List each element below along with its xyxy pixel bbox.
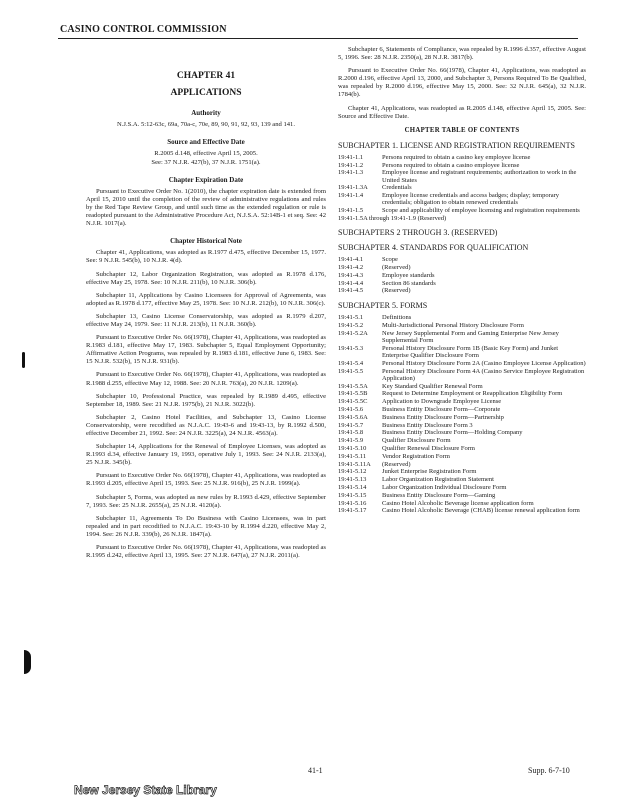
library-stamp-text: New Jersey State Library bbox=[74, 783, 217, 797]
source-text-2: See: 37 N.J.R. 427(b), 37 N.J.R. 1751(a). bbox=[151, 158, 261, 166]
section-title: Scope and applicability of employee licensing and registration requirements bbox=[382, 207, 580, 215]
section-title: (Reserved) bbox=[382, 460, 411, 468]
section-number: 19:41-1.3 bbox=[338, 169, 364, 177]
section-title: Definitions bbox=[382, 314, 412, 322]
section-number: 19:41-5.3 bbox=[338, 344, 364, 352]
section-number: 19:41-5.10 bbox=[338, 444, 367, 452]
subchapter-heading: SUBCHAPTER 4. STANDARDS FOR QUALIFICATION bbox=[338, 243, 529, 253]
section-title: Persons required to obtain a casino key employee license bbox=[382, 153, 531, 161]
page-number: 41-1 bbox=[308, 766, 323, 775]
section-number: 19:41-1.1 bbox=[338, 153, 364, 161]
history-paragraph: Subchapter 14, Applications for the Renewal of Employee Licenses, was adopted as R.1993 d.34, effective January 19, 1993, operative July 1, 1993. See: 24 N.J.R. 2133(a), 25 N.J.R. 345(b). bbox=[86, 443, 326, 467]
section-number: 19:41-5.17 bbox=[338, 507, 367, 515]
section-number: 19:41-5.5C bbox=[338, 398, 368, 406]
section-title: Key Standard Qualifier Renewal Form bbox=[382, 382, 483, 390]
section-number: 19:41-5.8 bbox=[338, 429, 364, 437]
subchapter-heading: SUBCHAPTER 1. LICENSE AND REGISTRATION REQUIREMENTS bbox=[338, 140, 575, 150]
section-title: Casino Hotel Alcoholic Beverage license application form bbox=[382, 499, 534, 507]
history-paragraph: Pursuant to Executive Order No. 66(1978), Chapter 41, Applications, was readopted as R.1983 d.181, effective May 17, 1983. Subchapter 5, Equal Employment Opportunity; Affirmative Action Programs, was repealed by R.1983 d.181, effective June 6, 1983. See: 15 N.J.R. 532(b), 15 N.J.R. 931(b). bbox=[86, 334, 326, 366]
section-number: 19:41-5.5 bbox=[338, 367, 364, 375]
authority-text: N.J.S.A. 5:12-63c, 69a, 70a-c, 70e, 89, 90, 91, 92, 93, 139 and 141. bbox=[116, 121, 295, 129]
section-number: 19:41-5.11 bbox=[338, 452, 367, 460]
section-number: 19:41-5.2 bbox=[338, 322, 364, 330]
section-title: Personal History Disclosure Form 4A (Casino Service Employee Registration Application) bbox=[382, 367, 585, 382]
section-number: 19:41-4.4 bbox=[338, 279, 364, 287]
toc-list bbox=[338, 314, 586, 515]
toc-title: CHAPTER TABLE OF CONTENTS bbox=[404, 126, 520, 134]
section-title: Employee license credentials and access badges; display; temporary credentials; obligation to obtain renewed credentials bbox=[382, 192, 560, 207]
history-paragraph: Pursuant to Executive Order No. 66(1978), Chapter 41, Applications, was readopted as R.1993 d.205, effective April 15, 1993. See: 25 N.J.R. 916(b), 25 N.J.R. 1999(a). bbox=[86, 472, 326, 488]
history-paragraph: Chapter 41, Applications, was adopted as R.1977 d.475, effective December 15, 1977. See: 9 N.J.R. 545(b), 10 N.J.R. 4(d). bbox=[86, 249, 326, 265]
section-title: (Reserved) bbox=[382, 287, 411, 295]
right-column bbox=[338, 46, 586, 515]
toc-list bbox=[338, 154, 586, 215]
section-number: 19:41-5.6 bbox=[338, 406, 364, 413]
toc-list bbox=[338, 256, 586, 295]
section-title: Persons required to obtain a casino employee license bbox=[382, 161, 520, 169]
history-paragraph: Subchapter 11, Applications by Casino Licensees for Approval of Agreements, was adopted as R.1978 d.177, effective May 25, 1978. See: 10 N.J.R. 212(b), 10 N.J.R. 306(c). bbox=[86, 291, 326, 307]
section-number: 19:41-5.7 bbox=[338, 421, 364, 429]
section-title: Junket Enterprise Registration Form bbox=[382, 468, 477, 476]
history-paragraph: Subchapter 2, Casino Hotel Facilities, and Subchapter 13, Casino License Conservatorship, were recodified as N.J.A.C. 19:43-6 and 19:43-13, by R.1992 d.500, effective December 21, 1992. See: 24 N.J.R. 3225(a), 24 N.J.R. 4563(a). bbox=[86, 413, 326, 437]
section-title: Business Entity Disclosure Form—Gaming bbox=[382, 491, 496, 499]
chapter-title: APPLICATIONS bbox=[170, 88, 242, 99]
section-title: Personal History Disclosure Form 2A (Casino Employee License Application) bbox=[382, 359, 586, 367]
section-number: 19:41-5.13 bbox=[338, 476, 367, 484]
section-title: Qualifier Renewal Disclosure Form bbox=[382, 444, 475, 452]
subchapter-heading: SUBCHAPTER 5. FORMS bbox=[338, 301, 428, 311]
supplement-date: Supp. 6-7-10 bbox=[528, 766, 570, 775]
section-number: 19:41-5.1 bbox=[338, 314, 364, 322]
section-number: 19:41-5.15 bbox=[338, 491, 367, 499]
section-title: Employee standards bbox=[382, 271, 435, 279]
history-paragraph: Pursuant to Executive Order No. 66(1978), Chapter 41, Applications, was readopted as R.1995 d.242, effective April 13, 1995. See: 27 N.J.R. 647(a), 27 N.J.R. 2011(a). bbox=[86, 544, 326, 560]
history-paragraph: Subchapter 13, Casino License Conservatorship, was adopted as R.1979 d.207, effective May 24, 1979. See: 11 N.J.R. 213(b), 11 N.J.R. 360(b). bbox=[86, 312, 326, 328]
section-number: 19:41-5.2A bbox=[338, 329, 368, 337]
section-title: Request to Determine Employment or Reapplication Eligibility Form bbox=[382, 390, 563, 398]
section-title: Vendor Registration Form bbox=[382, 452, 450, 460]
section-title: Personal History Disclosure Form 1B (Basic Key Form) and Junket Enterprise Qualifier Disclosure Form bbox=[382, 344, 559, 360]
expiration-heading: Chapter Expiration Date bbox=[168, 175, 244, 184]
history-heading: Chapter Historical Note bbox=[170, 237, 242, 246]
section-title: Labor Organization Individual Disclosure Form bbox=[382, 483, 507, 491]
section-number: 19:41-1.4 bbox=[338, 192, 364, 200]
library-stamp bbox=[74, 782, 244, 798]
section-title: Scope bbox=[382, 256, 398, 264]
history-paragraph: Pursuant to Executive Order No. 66(1978), Chapter 41, Applications, was readopted as R.1988 d.255, effective May 12, 1988. See: 20 N.J.R. 763(a), 20 N.J.R. 1209(a). bbox=[86, 371, 326, 387]
section-number: 19:41-5.9 bbox=[338, 437, 364, 445]
history-paragraph: Subchapter 5, Forms, was adopted as new rules by R.1993 d.429, effective September 7, 1993. See: 25 N.J.R. 2655(a), 25 N.J.R. 4120(a). bbox=[86, 493, 326, 509]
running-header: CASINO CONTROL COMMISSION bbox=[60, 24, 227, 35]
history-paragraph: Pursuant to Executive Order No. 66(1978), Chapter 41, Applications, was readopted as R.2000 d.196, effective April 13, 2000, and Subchapter 3, Persons Required To Be Qualified, was repealed by R.2000 d.196, effective May 15, 2000. See: 32 N.J.R. 645(a), 32 N.J.R. 1784(b). bbox=[338, 67, 586, 99]
left-column bbox=[86, 46, 326, 565]
section-title: Employee license and registrant requirements; authorization to work in the United States bbox=[382, 169, 577, 184]
section-title: Section 86 standards bbox=[382, 279, 436, 287]
section-number: 19:41-5.4 bbox=[338, 359, 364, 367]
section-title: Multi-Jurisdictional Personal History Disclosure Form bbox=[382, 322, 524, 330]
section-number: 19:41-5.11A bbox=[338, 460, 371, 468]
section-number: 19:41-5.6A bbox=[338, 413, 368, 421]
section-number: 19:41-5.5A bbox=[338, 382, 368, 390]
history-paragraph: Subchapter 11, Agreements To Do Business with Casino Licensees, was in part repealed and in part recodified to N.J.A.C. 19:43-10 by R.1994 d.220, effective May 2, 1994. See: 26 N.J.R. 339(b), 26 N.J.R. 1847(a). bbox=[86, 514, 326, 538]
section-number: 19:41-1.3A bbox=[338, 184, 368, 192]
section-number: 19:41-4.2 bbox=[338, 264, 364, 272]
section-title: Business Entity Disclosure Form—Corporate bbox=[382, 406, 501, 413]
authority-heading: Authority bbox=[191, 109, 221, 118]
section-title: Labor Organization Registration Statement bbox=[382, 476, 494, 484]
history-paragraph: Subchapter 6, Statements of Compliance, was repealed by R.1996 d.357, effective August 5, 1996. See: 28 N.J.R. 2350(a), 28 N.J.R. 3817(b). bbox=[338, 46, 586, 62]
section-title: Business Entity Disclosure Form—Partnership bbox=[382, 413, 504, 421]
history-paragraph: Subchapter 12, Labor Organization Registration, was adopted as R.1978 d.176, effective May 25, 1978. See: 10 N.J.R. 211(b), 10 N.J.R. 306(b). bbox=[86, 270, 326, 286]
section-number: 19:41-5.14 bbox=[338, 483, 367, 491]
section-number: 19:41-5.12 bbox=[338, 468, 367, 476]
section-title: Application to Downgrade Employee License bbox=[382, 398, 502, 406]
reserved-range: 19:41-1.5A through 19:41-1.9 (Reserved) bbox=[338, 215, 447, 223]
section-number: 19:41-4.1 bbox=[338, 256, 364, 264]
section-number: 19:41-5.16 bbox=[338, 499, 367, 507]
scan-hole-mark bbox=[22, 352, 25, 368]
section-title: Qualifier Disclosure Form bbox=[382, 437, 451, 445]
source-text-1: R.2005 d.148, effective April 15, 2005. bbox=[154, 150, 258, 158]
history-paragraph: Subchapter 10, Professional Practice, was repealed by R.1989 d.495, effective September 18, 1989. See: 21 N.J.R. 1975(b), 21 N.J.R. 3022(b). bbox=[86, 392, 326, 408]
section-title: Casino Hotel Alcoholic Beverage (CHAB) license renewal application form bbox=[382, 507, 580, 515]
section-title: Business Entity Disclosure Form 3 bbox=[382, 421, 473, 429]
section-number: 19:41-5.5B bbox=[338, 390, 368, 398]
section-title: (Reserved) bbox=[382, 264, 411, 272]
section-title: Business Entity Disclosure Form—Holding Company bbox=[382, 429, 523, 437]
section-number: 19:41-4.3 bbox=[338, 271, 364, 279]
section-title: New Jersey Supplemental Form and Gaming Enterprise New Jersey Supplemental Form bbox=[382, 329, 559, 345]
scan-hole-mark bbox=[24, 650, 31, 674]
section-number: 19:41-4.5 bbox=[338, 287, 364, 295]
header-rule bbox=[58, 38, 578, 39]
history-paragraph: Chapter 41, Applications, was readopted as R.2005 d.148, effective April 15, 2005. See: Source and Effective Date. bbox=[338, 104, 586, 120]
section-number: 19:41-1.2 bbox=[338, 161, 364, 169]
section-title: Credentials bbox=[382, 184, 412, 192]
expiration-text: Pursuant to Executive Order No. 1(2010), the chapter expiration date is extended from April 15, 2010 until the completion of the review of administrative regulations and rules by the Red Tape Review Group, and until such time as the extended regulation or rule is readopted pursuant to the Administrative Procedure Act, N.J.S.A. 52:14B-1 et seq. See: 42 N.J.R. 1017(a). bbox=[86, 187, 326, 228]
chapter-number: CHAPTER 41 bbox=[176, 71, 236, 81]
section-number: 19:41-1.5 bbox=[338, 207, 364, 215]
source-heading: Source and Effective Date bbox=[167, 138, 245, 147]
subchapter-heading: SUBCHAPTERS 2 THROUGH 3. (RESERVED) bbox=[338, 228, 498, 238]
